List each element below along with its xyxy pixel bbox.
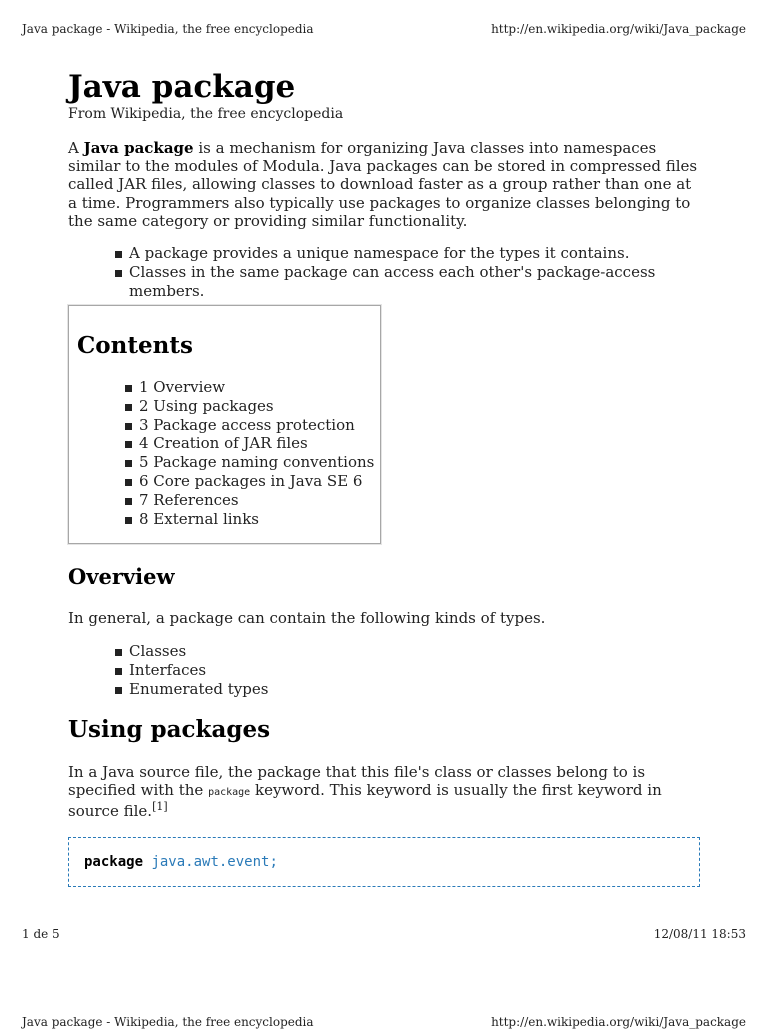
using-packages-text (68, 763, 668, 821)
page-count: 1 de 5 (22, 927, 60, 941)
intro-paragraph (68, 139, 704, 230)
toc-item-external-links[interactable]: 8 External links (125, 510, 374, 529)
intro-rest: is a mechanism for organizing Java classes into namespaces similar to the modules of Modula. Java packages can be stored in compressed files called JAR files, allowing classes to download faster as a group rather than one at a time. Programmers also typically use packages to organize classes belonging to the same category or providing similar functionality. (68, 139, 698, 230)
overview-heading: Overview (68, 564, 175, 589)
next-page-title: Java package - Wikipedia, the free encyclopedia (22, 1015, 314, 1029)
toc-item-overview[interactable]: 1 Overview (125, 378, 374, 397)
toc-item-references[interactable]: 7 References (125, 491, 374, 510)
next-page-header (0, 1015, 768, 1033)
list-item: Classes (115, 642, 268, 661)
toc-item-core-packages[interactable]: 6 Core packages in Java SE 6 (125, 472, 374, 491)
toc-item-package-access-protection[interactable]: 3 Package access protection (125, 416, 374, 435)
toc-item-creation-of-jar-files[interactable]: 4 Creation of JAR files (125, 434, 374, 453)
print-header (0, 22, 768, 40)
toc-item-using-packages[interactable]: 2 Using packages (125, 397, 374, 416)
footnote-link[interactable]: [1] (152, 800, 168, 814)
using-packages-heading: Using packages (68, 716, 271, 743)
list-item: Interfaces (115, 661, 268, 680)
print-footer (0, 927, 768, 945)
toc-list (125, 378, 374, 528)
toc-heading: Contents (77, 332, 193, 359)
print-timestamp: 12/08/11 18:53 (653, 927, 746, 941)
list-item: Enumerated types (115, 680, 268, 699)
toc-item-package-naming-conventions[interactable]: 5 Package naming conventions (125, 453, 374, 472)
print-url: http://en.wikipedia.org/wiki/Java_package (491, 22, 746, 36)
code-line (84, 854, 278, 871)
overview-bullet-list (68, 642, 268, 699)
intro-bold-term: Java package (83, 139, 194, 157)
code-block (68, 837, 700, 887)
article (68, 68, 708, 870)
inline-code-package: package (208, 787, 251, 799)
intro-bullet-list (68, 244, 708, 301)
next-page-url: http://en.wikipedia.org/wiki/Java_package (491, 1015, 746, 1029)
intro-prefix: A (68, 139, 84, 157)
using-packages-text-before: In a Java source file, the package that this file's class or classes belong to is specified with the (68, 763, 646, 800)
code-rest: java.awt.event; (143, 854, 278, 870)
page-title: Java package (68, 69, 296, 105)
code-keyword: package (84, 854, 144, 870)
page-subtitle: From Wikipedia, the free encyclopedia (68, 106, 344, 122)
overview-text: In general, a package can contain the following kinds of types. (68, 609, 546, 627)
table-of-contents (68, 305, 381, 544)
print-page-title: Java package - Wikipedia, the free encyclopedia (22, 22, 314, 36)
list-item: A package provides a unique namespace for the types it contains. (115, 244, 708, 263)
list-item: Classes in the same package can access each other's package-access members. (115, 263, 708, 301)
using-packages-text-after: keyword. This keyword is usually the first keyword in source file. (68, 781, 662, 821)
